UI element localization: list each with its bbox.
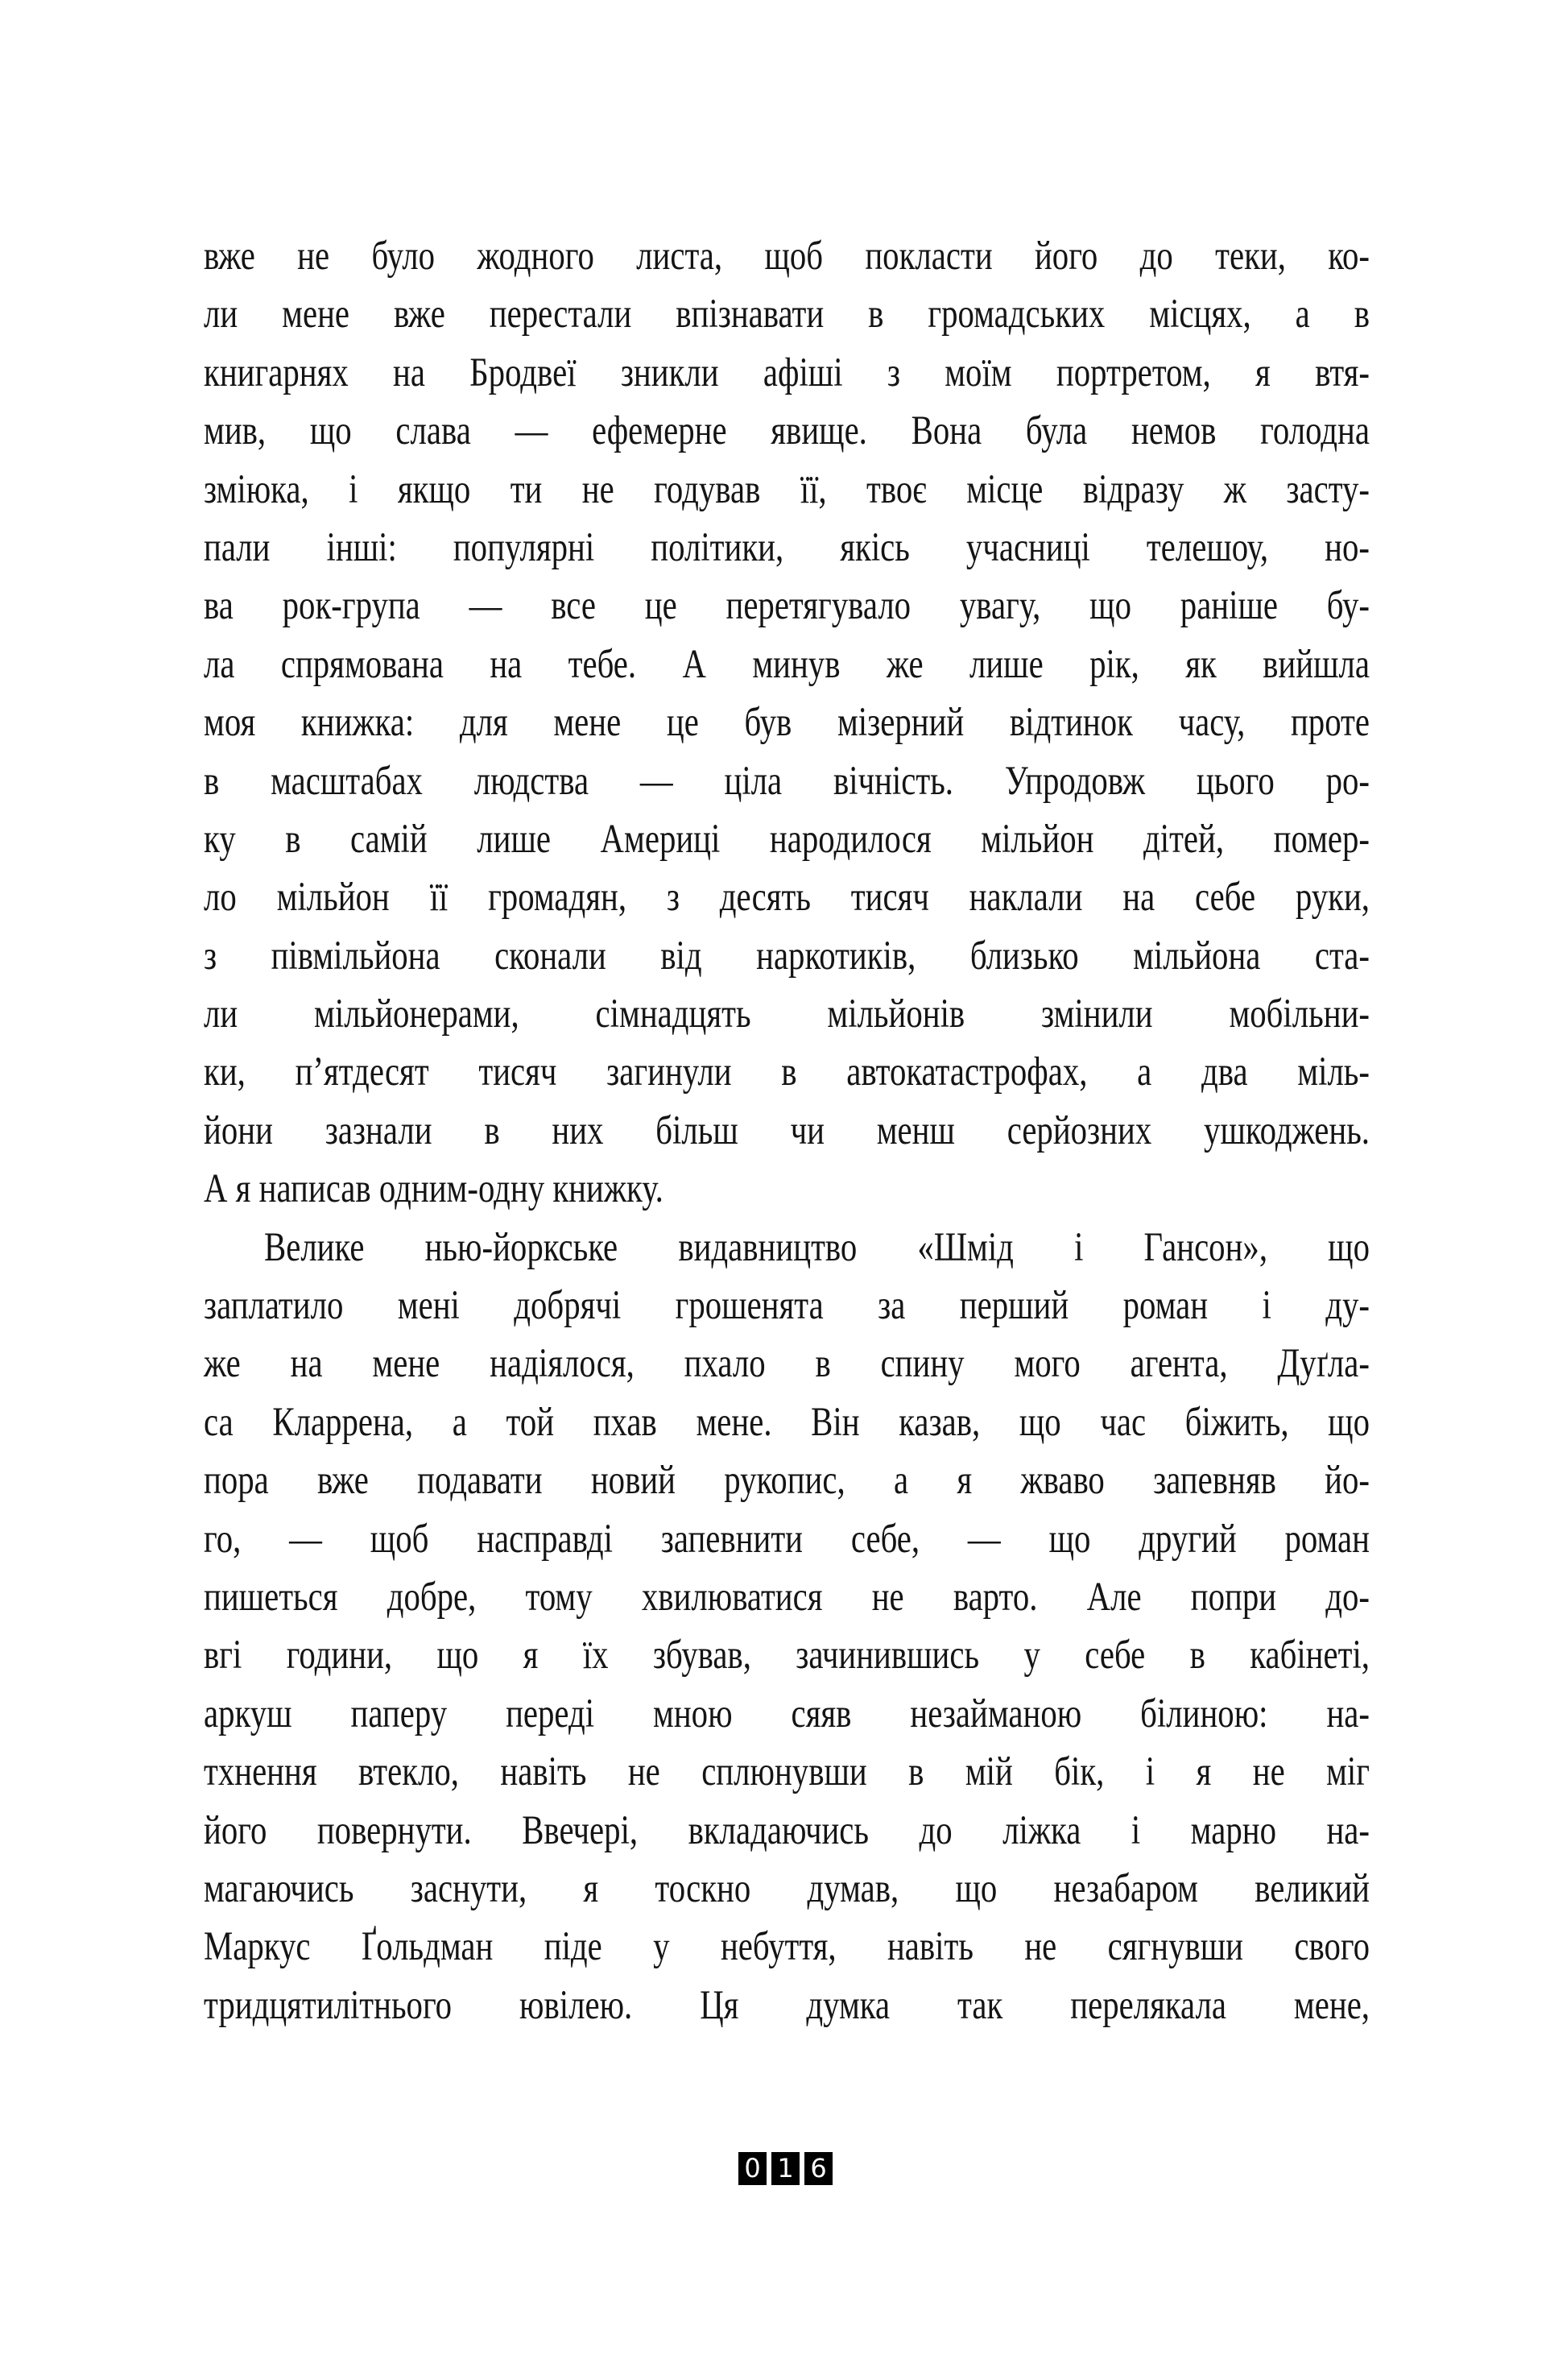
- text-line: аркуш паперу переді мною сяяв незайманою білиною: на-: [204, 1691, 1370, 1736]
- page-number: [738, 2152, 833, 2185]
- paragraph-2: [204, 1219, 1370, 2034]
- text-line: магаючись заснути, я тоскно думав, що незабаром великий: [204, 1865, 1370, 1911]
- text-line: Маркус Ґольдман піде у небуття, навіть не сягнувши свого: [204, 1924, 1370, 1970]
- text-line: пали інші: популярні політики, якісь учасниці телешоу, но-: [204, 524, 1370, 570]
- text-line: вгі години, що я їх збував, зачинившись у себе в кабінеті,: [204, 1633, 1370, 1678]
- text-line: тхнення втекло, навіть не сплюнувши в мій бік, і я не міг: [204, 1749, 1370, 1795]
- text-line: пишеться добре, тому хвилюватися не варто. Але попри до-: [204, 1574, 1370, 1620]
- text-line: ва рок-група — все це перетягувало увагу, що раніше бу-: [204, 583, 1370, 629]
- text-line: з півмільйона сконали від наркотиків, близько мільйона ста-: [204, 933, 1370, 979]
- text-line: заплатило мені добрячі грошенята за перший роман і ду-: [204, 1283, 1370, 1329]
- text-line-indented: Велике нью-йоркське видавництво «Шмід і Гансон», що: [264, 1224, 1370, 1270]
- text-line: ла спрямована на тебе. А минув же лише рік, як вийшла: [204, 641, 1370, 687]
- text-line: го, — щоб насправді запевнити себе, — що другий роман: [204, 1516, 1370, 1562]
- text-line: ку в самій лише Америці народилося мільйон дітей, помер-: [204, 816, 1370, 862]
- text-line: ки, п’ятдесят тисяч загинули в автокатастрофах, а два міль-: [204, 1049, 1370, 1095]
- text-line: його повернути. Ввечері, вкладаючись до ліжка і марно на-: [204, 1807, 1370, 1853]
- text-line: йони зазнали в них більш чи менш серйозних ушкоджень.: [204, 1107, 1370, 1153]
- text-line: вже не було жодного листа, щоб покласти його до теки, ко-: [204, 234, 1370, 279]
- text-line: в масштабах людства — ціла вічність. Упродовж цього ро-: [204, 758, 1370, 804]
- text-line: книгарнях на Бродвеї зникли афіші з моїм портретом, я втя-: [204, 350, 1370, 395]
- text-line: ли мільйонерами, сімнадцять мільйонів змінили мобільни-: [204, 991, 1370, 1037]
- text-line: же на мене надіялося, пхало в спину мого агента, Дуґла-: [204, 1341, 1370, 1387]
- paragraph-1: [204, 227, 1370, 1219]
- text-line: пора вже подавати новий рукопис, а я жваво запевняв йо-: [204, 1458, 1370, 1504]
- text-line-last: А я написав одним-одну книжку.: [204, 1166, 663, 1212]
- text-line: змiюка, і якщо ти не годував її, твоє місце відразу ж засту-: [204, 466, 1370, 512]
- text-line: ло мільйон її громадян, з десять тисяч наклали на себе руки,: [204, 875, 1370, 921]
- text-line: моя книжка: для мене це був мізерний відтинок часу, проте: [204, 700, 1370, 746]
- body-text: [204, 227, 1370, 2034]
- text-line: мив, що слава — ефемерне явище. Вона була немов голодна: [204, 408, 1370, 454]
- text-line: тридцятилітнього ювілею. Ця думка так перелякала мене,: [204, 1982, 1370, 2028]
- text-line: ли мене вже перестали впізнавати в громадських місцях, а в: [204, 292, 1370, 337]
- page-number-digit: 1: [771, 2152, 800, 2185]
- text-line: са Кларрена, а той пхав мене. Він казав, що час біжить, що: [204, 1399, 1370, 1445]
- page-number-digit: 6: [804, 2152, 833, 2185]
- page-number-digit: 0: [738, 2152, 767, 2185]
